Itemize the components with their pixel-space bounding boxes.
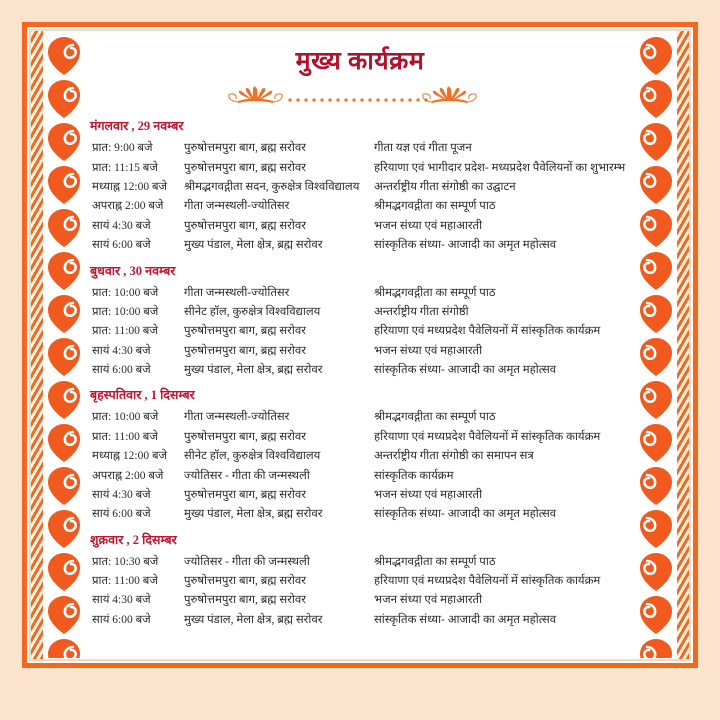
paisley-motif-icon — [47, 77, 81, 120]
row-time: प्रात: 11:00 बजे — [92, 325, 158, 338]
row-time: प्रात: 10:00 बजे — [92, 305, 159, 318]
paisley-border-right — [636, 34, 676, 658]
paisley-motif-icon — [47, 593, 81, 636]
paisley-motif-icon — [47, 550, 81, 593]
paisley-motif-icon — [639, 378, 673, 421]
paisley-motif-icon — [47, 335, 81, 378]
paisley-motif-icon — [47, 464, 81, 507]
row-event: श्रीमद्भगवद्गीता का सम्पूर्ण पाठ — [374, 411, 496, 424]
paisley-motif-icon — [47, 206, 81, 249]
page-title: मुख्य कार्यक्रम — [295, 48, 425, 75]
paisley-motif-icon — [47, 507, 81, 550]
row-venue: सीनेट हॉल, कुरुक्षेत्र विश्वविद्यालय — [184, 305, 321, 318]
row-venue: पुरुषोत्तमपुरा बाग, ब्रह्म सरोवर — [184, 430, 306, 443]
paisley-motif-icon — [639, 34, 673, 77]
day-block — [92, 386, 632, 524]
row-venue: पुरुषोत्तमपुरा बाग, ब्रह्म सरोवर — [184, 344, 306, 357]
table-row — [92, 303, 632, 322]
paisley-motif-icon — [639, 77, 673, 120]
paisley-motif-icon — [639, 249, 673, 292]
day-block — [92, 531, 632, 631]
day-block — [92, 117, 632, 255]
table-row — [92, 591, 632, 610]
row-time: सायं 4:30 बजे — [92, 219, 151, 232]
table-row — [92, 197, 632, 216]
row-event: सांस्कृतिक संध्या- आजादी का अमृत महोत्सव — [374, 613, 557, 626]
title-ornament — [88, 81, 632, 107]
table-row — [92, 342, 632, 361]
row-event: भजन संध्या एवं महाआरती — [374, 594, 483, 607]
row-time: प्रात: 11:00 बजे — [92, 430, 158, 443]
row-event: हरियाणा एवं मध्यप्रदेश पैवेलियनों में सांस्कृतिक कार्यक्रम — [374, 325, 601, 338]
table-row — [92, 408, 632, 427]
paisley-motif-icon — [47, 34, 81, 77]
row-time: प्रात: 10:00 बजे — [92, 286, 159, 299]
paisley-motif-icon — [639, 550, 673, 593]
paisley-motif-icon — [47, 249, 81, 292]
row-event: हरियाणा एवं मध्यप्रदेश पैवेलियनों में सांस्कृतिक कार्यक्रम — [374, 430, 601, 443]
paisley-motif-icon — [47, 421, 81, 464]
paisley-motif-icon — [639, 636, 673, 658]
row-event: भजन संध्या एवं महाआरती — [374, 219, 483, 232]
paisley-motif-icon — [639, 163, 673, 206]
row-event: अन्तर्राष्ट्रीय गीता संगोष्ठी का समापन सत्र — [374, 450, 534, 463]
row-venue: मुख्य पंडाल, मेला क्षेत्र, ब्रह्म सरोवर — [184, 508, 323, 521]
lotus-fan-divider-icon — [210, 81, 510, 107]
day-block — [92, 262, 632, 381]
paisley-motif-icon — [639, 206, 673, 249]
row-venue: मुख्य पंडाल, मेला क्षेत्र, ब्रह्म सरोवर — [184, 239, 323, 252]
row-time: मध्याह्न 12:00 बजे — [92, 450, 168, 463]
row-event: सांस्कृतिक कार्यक्रम — [374, 469, 454, 482]
row-event: भजन संध्या एवं महाआरती — [374, 488, 483, 501]
table-row — [92, 178, 632, 197]
row-time: प्रात: 11:00 बजे — [92, 575, 158, 587]
row-event: सांस्कृतिक संध्या- आजादी का अमृत महोत्सव — [374, 508, 557, 521]
row-venue: पुरुषोत्तमपुरा बाग, ब्रह्म सरोवर — [184, 142, 306, 155]
day-schedule-table — [92, 553, 632, 631]
table-row — [92, 217, 632, 236]
row-event: अन्तर्राष्ट्रीय गीता संगोष्ठी का उद्घाटन — [374, 181, 516, 193]
table-row — [92, 284, 632, 303]
row-time: सायं 6:00 बजे — [92, 364, 151, 376]
row-venue: मुख्य पंडाल, मेला क्षेत्र, ब्रह्म सरोवर — [184, 364, 323, 376]
day-heading: बुधवार , 30 नवम्बर — [90, 263, 176, 278]
row-time: मध्याह्न 12:00 बजे — [92, 181, 168, 193]
table-row — [92, 553, 632, 572]
paisley-motif-icon — [639, 464, 673, 507]
row-venue: ज्योतिसर - गीता की जन्मस्थली — [184, 469, 310, 482]
row-venue: पुरुषोत्तमपुरा बाग, ब्रह्म सरोवर — [184, 575, 306, 587]
row-venue: गीता जन्मस्थली-ज्योतिसर — [184, 286, 290, 299]
row-event: सांस्कृतिक संध्या- आजादी का अमृत महोत्सव — [374, 239, 557, 252]
day-schedule-table — [92, 284, 632, 381]
row-time: सायं 6:00 बजे — [92, 239, 151, 252]
row-venue: गीता जन्मस्थली-ज्योतिसर — [184, 200, 290, 213]
row-venue: पुरुषोत्तमपुरा बाग, ब्रह्म सरोवर — [184, 594, 306, 607]
table-row — [92, 572, 632, 591]
row-venue: पुरुषोत्तमपुरा बाग, ब्रह्म सरोवर — [184, 161, 306, 174]
paisley-motif-icon — [639, 593, 673, 636]
paisley-motif-icon — [47, 163, 81, 206]
row-event: श्रीमद्भगवद्गीता का सम्पूर्ण पाठ — [374, 555, 496, 568]
paisley-border-left — [44, 34, 84, 658]
paisley-motif-icon — [47, 120, 81, 163]
row-event: सांस्कृतिक संध्या- आजादी का अमृत महोत्सव — [374, 364, 557, 376]
row-time: सायं 6:00 बजे — [92, 508, 151, 521]
row-event: हरियाणा एवं भागीदार प्रदेश- मध्यप्रदेश पैवेलियनों का शुभारम्भ — [374, 161, 626, 174]
table-row — [92, 486, 632, 505]
row-event: श्रीमद्भगवद्गीता का सम्पूर्ण पाठ — [374, 286, 496, 299]
paisley-motif-icon — [47, 292, 81, 335]
row-time: सायं 4:30 बजे — [92, 344, 151, 357]
row-venue: पुरुषोत्तमपुरा बाग, ब्रह्म सरोवर — [184, 325, 306, 338]
paisley-motif-icon — [639, 292, 673, 335]
schedule-list — [88, 107, 632, 630]
paisley-motif-icon — [639, 335, 673, 378]
row-time: सायं 6:00 बजे — [92, 613, 151, 626]
table-row — [92, 236, 632, 255]
row-venue: पुरुषोत्तमपुरा बाग, ब्रह्म सरोवर — [184, 219, 306, 232]
row-event: भजन संध्या एवं महाआरती — [374, 344, 483, 357]
row-time: प्रात: 10:00 बजे — [92, 411, 159, 424]
day-heading: शुक्रवार , 2 दिसम्बर — [90, 532, 177, 547]
row-event: श्रीमद्भगवद्गीता का सम्पूर्ण पाठ — [374, 200, 496, 213]
row-time: सायं 4:30 बजे — [92, 488, 151, 501]
rope-border-left — [31, 31, 43, 659]
row-venue: गीता जन्मस्थली-ज्योतिसर — [184, 411, 290, 424]
day-heading: मंगलवार , 29 नवम्बर — [90, 119, 184, 134]
table-row — [92, 159, 632, 178]
row-event: गीता यज्ञ एवं गीता पूजन — [374, 142, 472, 155]
row-event: हरियाणा एवं मध्यप्रदेश पैवेलियनों में सांस्कृतिक कार्यक्रम — [374, 575, 601, 587]
rope-border-right — [677, 31, 689, 659]
row-venue: पुरुषोत्तमपुरा बाग, ब्रह्म सरोवर — [184, 488, 306, 501]
row-venue: मुख्य पंडाल, मेला क्षेत्र, ब्रह्म सरोवर — [184, 613, 323, 626]
table-row — [92, 505, 632, 524]
row-time: अपराह्न 2:00 बजे — [92, 200, 164, 213]
row-time: प्रात: 10:30 बजे — [92, 555, 159, 568]
poster-content — [88, 34, 632, 658]
table-row — [92, 322, 632, 341]
paisley-motif-icon — [639, 120, 673, 163]
row-time: अपराह्न 2:00 बजे — [92, 469, 164, 482]
row-venue: ज्योतिसर - गीता की जन्मस्थली — [184, 555, 310, 568]
table-row — [92, 361, 632, 380]
paisley-motif-icon — [47, 378, 81, 421]
paisley-motif-icon — [639, 507, 673, 550]
day-schedule-table — [92, 139, 632, 255]
row-venue: सीनेट हॉल, कुरुक्षेत्र विश्वविद्यालय — [184, 450, 321, 463]
row-time: प्रात: 11:15 बजे — [92, 161, 158, 174]
row-venue: श्रीमद्भगवद्गीता सदन, कुरुक्षेत्र विश्वविद्यालय — [184, 181, 360, 193]
table-row — [92, 467, 632, 486]
row-event: अन्तर्राष्ट्रीय गीता संगोष्ठी — [374, 305, 469, 318]
table-row — [92, 428, 632, 447]
day-schedule-table — [92, 408, 632, 524]
row-time: प्रात: 9:00 बजे — [92, 142, 153, 155]
paisley-motif-icon — [639, 421, 673, 464]
table-row — [92, 447, 632, 466]
paisley-motif-icon — [47, 636, 81, 658]
row-time: सायं 4:30 बजे — [92, 594, 151, 607]
table-row — [92, 611, 632, 630]
table-row — [92, 139, 632, 158]
day-heading: बृहस्पतिवार , 1 दिसम्बर — [90, 388, 195, 403]
